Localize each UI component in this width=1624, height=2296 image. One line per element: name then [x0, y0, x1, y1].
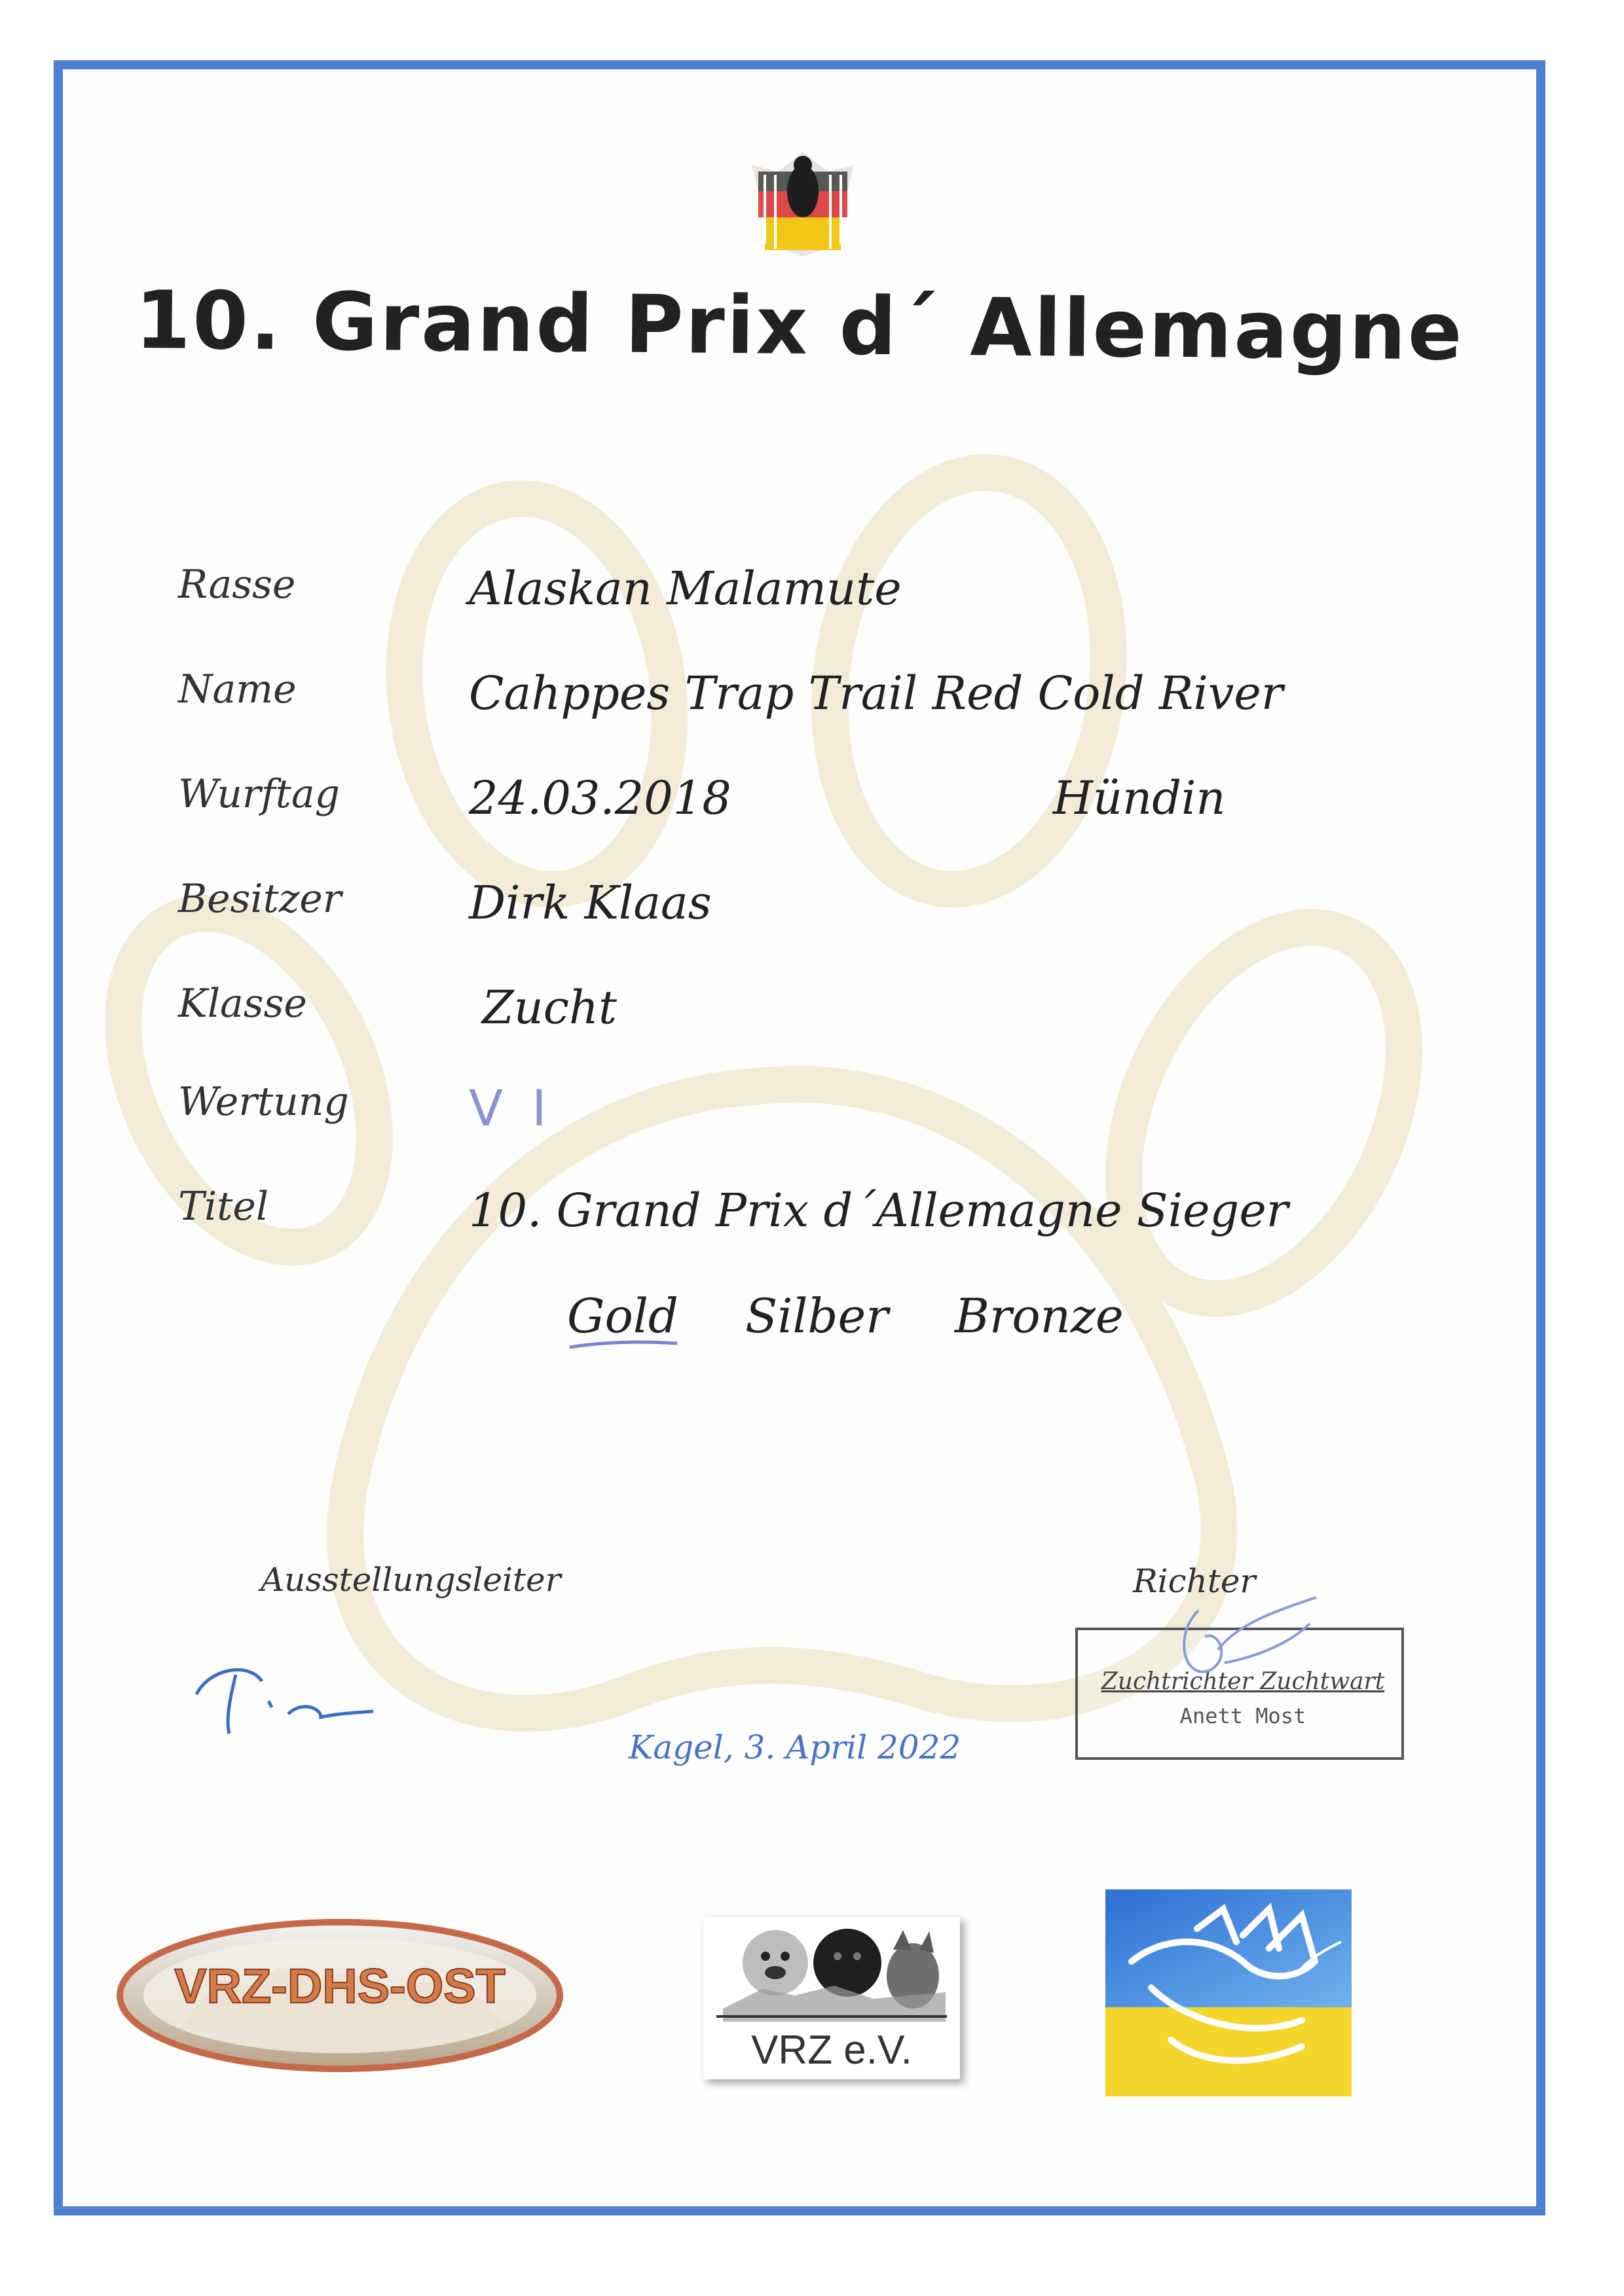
rasse-label: Rasse — [178, 562, 296, 608]
titel-value: 10. Grand Prix d´Allemagne Sieger — [469, 1184, 1289, 1237]
field-row-rasse — [0, 562, 1624, 634]
field-row-besitzer — [0, 876, 1624, 948]
rasse-value: Alaskan Malamute — [469, 562, 902, 615]
peace-dove-icon — [1105, 1889, 1352, 2096]
dog-breeds-icon — [703, 1917, 960, 2022]
medal-gold: Gold — [567, 1288, 678, 1343]
wurftag-label: Wurftag — [178, 771, 341, 817]
wurftag-value: 24.03.2018 — [469, 771, 731, 825]
name-value: Cahppes Trap Trail Red Cold River — [469, 666, 1283, 720]
richter-label: Richter — [1133, 1562, 1256, 1600]
logo1-text: VRZ-DHS-OST — [174, 1959, 506, 2013]
stamp-name: Anett Most — [1179, 1704, 1306, 1728]
besitzer-label: Besitzer — [178, 876, 342, 922]
stamp-title: Zuchtrichter Zuchtwart — [1101, 1668, 1385, 1695]
vrz-ev-logo — [703, 1917, 960, 2079]
ausstellungsleiter-signature — [190, 1655, 380, 1747]
gold-underline-mark — [567, 1338, 680, 1351]
titel-label: Titel — [178, 1184, 269, 1230]
certificate-title: 10. Grand Prix d´ Allemagne — [134, 274, 1465, 378]
field-row-titel — [0, 1184, 1624, 1256]
field-row-name — [0, 666, 1624, 738]
klasse-value: Zucht — [482, 981, 618, 1034]
richter-signature — [1159, 1584, 1336, 1702]
vrz-dhs-ost-logo — [115, 1914, 564, 2077]
field-row-klasse — [0, 981, 1624, 1053]
medal-silber: Silber — [745, 1288, 889, 1343]
logo2-text: VRZ e.V. — [751, 2028, 912, 2073]
place-date: Kagel, 3. April 2022 — [629, 1728, 961, 1766]
wertung-value: V I — [469, 1079, 553, 1137]
klasse-label: Klasse — [178, 981, 307, 1027]
german-eagle-icon — [739, 145, 867, 263]
wertung-label: Wertung — [178, 1079, 349, 1125]
field-row-wurftag — [0, 771, 1624, 843]
besitzer-value: Dirk Klaas — [469, 876, 712, 930]
gender-value: Hündin — [1053, 771, 1226, 825]
ausstellungsleiter-label: Ausstellungsleiter — [261, 1561, 561, 1599]
field-row-wertung — [0, 1079, 1624, 1151]
medal-bronze: Bronze — [955, 1288, 1124, 1343]
name-label: Name — [178, 666, 297, 712]
